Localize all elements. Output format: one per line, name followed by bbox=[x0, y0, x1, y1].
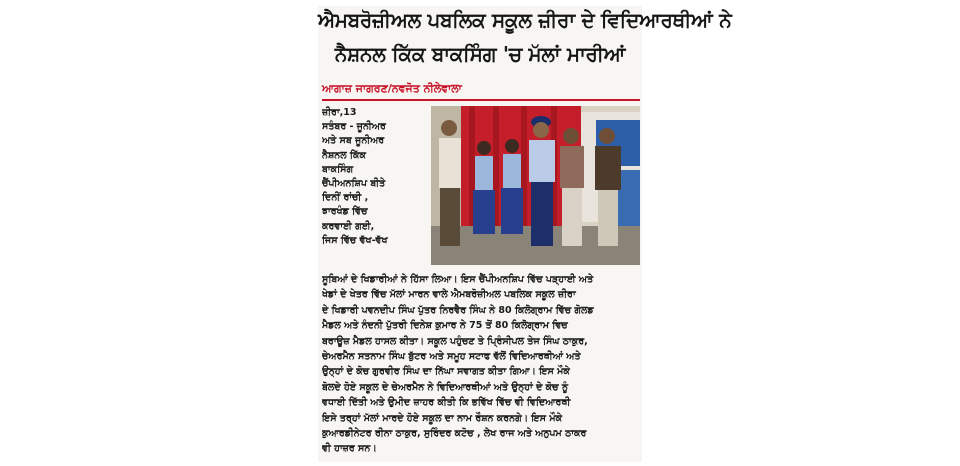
column-line: ਬਾਕਸਿੰਗ bbox=[322, 163, 354, 175]
column-line: ਚੈਂਪੀਅਨਸ਼ਿਪ ਬੀਤੇ bbox=[322, 178, 386, 190]
byline-rule bbox=[322, 99, 640, 101]
body-line: ਉਨ੍ਹਾਂ ਦੇ ਕੋਚ ਗੁਰਵੀਰ ਸਿੰਘ ਦਾ ਨਿੱਘਾ ਸਵਾਗਤ ਕੀਤਾ ਗਿਆ। ਇਸ ਮੌਕੇ bbox=[322, 366, 570, 378]
group-photo-illustration bbox=[431, 106, 640, 265]
body-line: ਬਰਾਊਜ਼ ਮੈਡਲ ਹਾਸਲ ਕੀਤਾ। ਸਕੂਲ ਪਹੁੰਚਣ ਤੇ ਪ੍ਰਿੰਸੀਪਲ ਤੇਜ ਸਿੰਘ ਠਾਕੁਰ, bbox=[322, 335, 588, 347]
news-clipping bbox=[318, 6, 732, 462]
body-line: ਬੋਲਦੇ ਹੋਏ ਸਕੂਲ ਦੇ ਚੇਅਰਮੈਨ ਨੇ ਵਿਦਿਆਰਥੀਆਂ ਅਤੇ ਉਨ੍ਹਾਂ ਦੇ ਕੋਚ ਨੂੰ bbox=[322, 381, 569, 393]
body-line: ਖੇਡਾਂ ਦੇ ਖੇਤਰ ਵਿੱਚ ਮੱਲਾਂ ਮਾਰਨ ਵਾਲੇ ਐਮਬਰੋਜ਼ੀਅਲ ਪਬਲਿਕ ਸਕੂਲ ਜ਼ੀਰਾ bbox=[322, 289, 576, 301]
group-photo bbox=[431, 106, 640, 265]
body-line: ਵਧਾਈ ਦਿੱਤੀ ਅਤੇ ਉਮੀਦ ਜ਼ਾਹਰ ਕੀਤੀ ਕਿ ਭਵਿੱਖ ਵਿੱਚ ਵੀ ਵਿਦਿਆਰਥੀ bbox=[322, 397, 571, 409]
headline-line-2: ਨੈਸ਼ਨਲ ਕਿੱਕ ਬਾਕਸਿੰਗ 'ਚ ਮੱਲਾਂ ਮਾਰੀਆਂ bbox=[334, 42, 626, 66]
article-body bbox=[322, 272, 640, 457]
body-line: ਮੈਡਲ ਅਤੇ ਨੰਦਨੀ ਪੁੱਤਰੀ ਦਿਨੇਸ਼ ਕੁਮਾਰ ਨੇ 75 ਤੋਂ 80 ਕਿਲੋਗ੍ਰਾਮ ਵਿਚ bbox=[322, 320, 568, 332]
column-line: ਦਿਨੀਂ ਰਾਂਚੀ , bbox=[322, 192, 369, 204]
body-line: ਦੇ ਖਿਡਾਰੀ ਪਵਨਦੀਪ ਸਿੰਘ ਪੁੱਤਰ ਨਿਰਵੈਰ ਸਿੰਘ ਨੇ 80 ਕਿਲੋਗ੍ਰਾਮ ਵਿੱਚ ਗੋਲਡ bbox=[322, 304, 594, 316]
body-line: ਇਸੇ ਤਰ੍ਹਾਂ ਮੱਲਾਂ ਮਾਰਦੇ ਹੋਏ ਸਕੂਲ ਦਾ ਨਾਮ ਰੌਸ਼ਨ ਕਰਨਗੇ। ਇਸ ਮੌਕੇ bbox=[322, 412, 563, 424]
column-line: ਜ਼ੀਰਾ,13 bbox=[322, 107, 357, 118]
body-line: ਵੀ ਹਾਜ਼ਰ ਸਨ। bbox=[322, 443, 377, 455]
body-line: ਸੂਬਿਆਂ ਦੇ ਖਿਡਾਰੀਆਂ ਨੇ ਹਿੱਸਾ ਲਿਆ। ਇਸ ਚੈਂਪੀਅਨਸ਼ਿਪ ਵਿੱਚ ਪੜ੍ਹਾਈ ਅਤੇ bbox=[322, 274, 594, 285]
byline: ਆਗਾਜ਼ ਜਾਗਰਣ/ਨਵਜੋਤ ਨੀਲੇਵਾਲਾ bbox=[322, 82, 462, 95]
body-line: ਚੇਅਰਮੈਨ ਸਤਨਾਮ ਸਿੰਘ ਬੁੱਟਰ ਅਤੇ ਸਮੂਹ ਸਟਾਫ ਵੱਲੋਂ ਵਿਦਿਆਰਥੀਆਂ ਅਤੇ bbox=[322, 351, 581, 363]
column-line: ਜਿਸ ਵਿੱਚ ਵੱਖ-ਵੱਖ bbox=[322, 234, 388, 246]
headline-line-1: ਐਮਬਰੋਜ਼ੀਅਲ ਪਬਲਿਕ ਸਕੂਲ ਜ਼ੀਰਾ ਦੇ ਵਿਦਿਆਰਥੀਆਂ ਨੇ bbox=[318, 8, 732, 32]
body-line: ਕੁਆਰਡੀਨੇਟਰ ਰੀਨਾ ਠਾਕੁਰ, ਸੁਰਿੰਦਰ ਕਟੋਚ , ਲੇਖ ਰਾਜ ਅਤੇ ਅਨੁਪਮ ਠਾਕਰ bbox=[322, 428, 587, 440]
column-line: ਅਤੇ ਸਬ ਜੂਨੀਅਰ bbox=[322, 135, 385, 147]
column-line: ਨੈਸ਼ਨਲ ਕਿੱਕ bbox=[322, 149, 366, 161]
column-line: ਸਤੰਬਰ - ਜੂਨੀਅਰ bbox=[322, 121, 386, 133]
narrow-column-text bbox=[322, 106, 422, 248]
column-line: ਝਾਰਖੰਡ ਵਿੱਚ bbox=[322, 206, 368, 218]
column-line: ਕਰਵਾਈ ਗਈ, bbox=[322, 220, 375, 232]
